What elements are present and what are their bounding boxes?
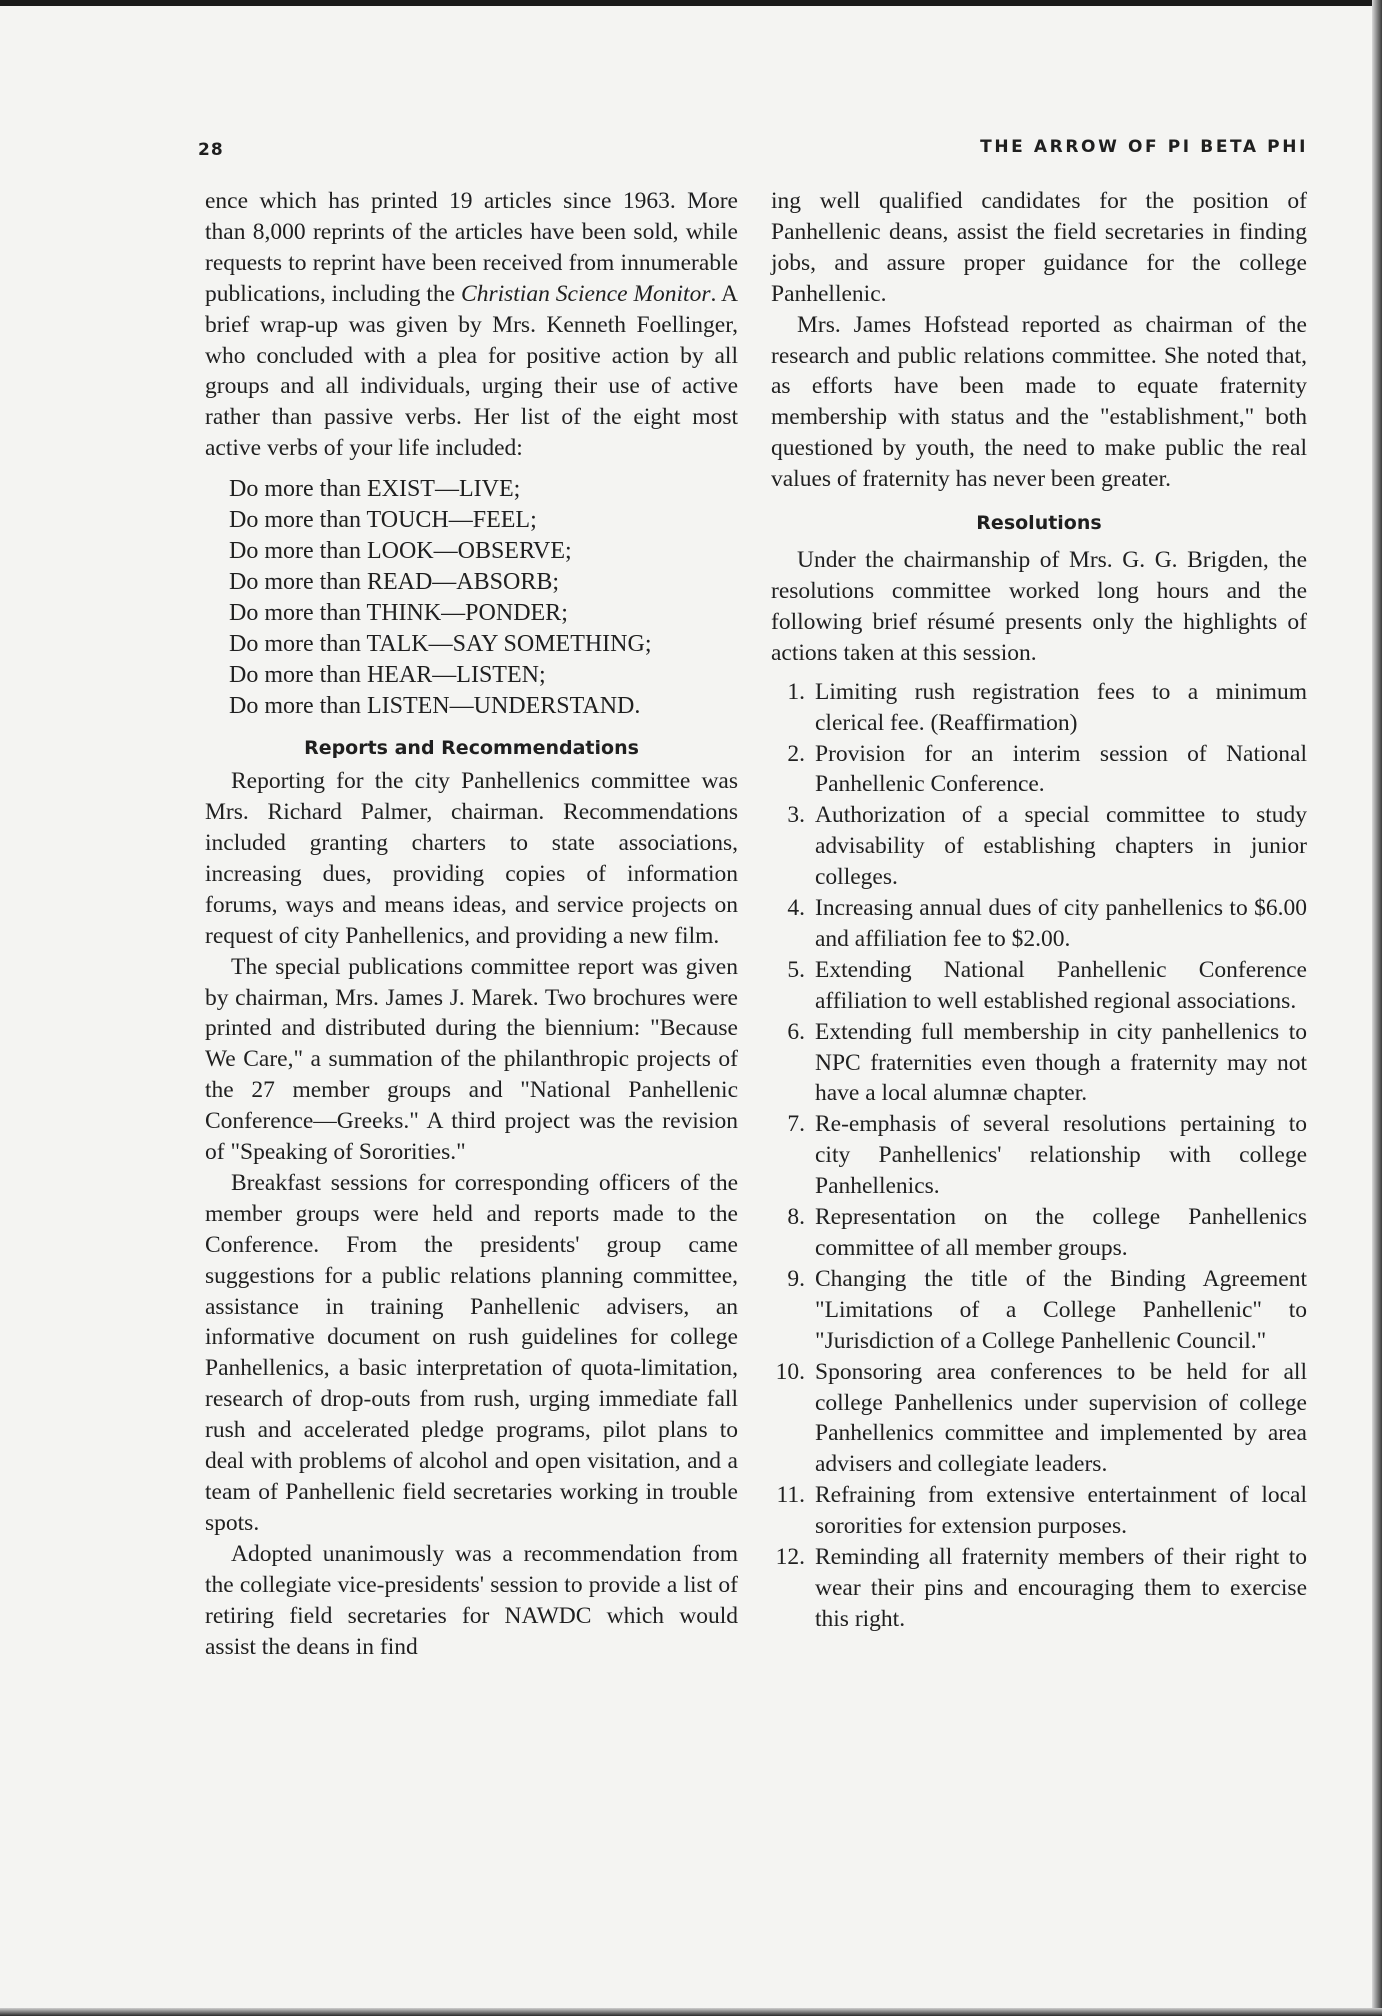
resolution-number: 7. (787, 1111, 805, 1138)
resolution-item (771, 739, 1307, 801)
resolution-item (771, 1264, 1307, 1357)
verb-list-item: Do more than READ—ABSORB; (229, 569, 559, 596)
resolution-text: Extending full membership in city panhellenics to NPC fraternities even though a fraternity may not have a local alumnæ chapter. (815, 1018, 1307, 1107)
resolution-text: Limiting rush registration fees to a minimum clerical fee. (Reaffirmation) (815, 678, 1307, 736)
resolution-number: 1. (787, 678, 805, 705)
verb-list-item: Do more than EXIST—LIVE; (229, 476, 521, 503)
verb-list-item: Do more than LOOK—OBSERVE; (229, 538, 572, 565)
scan-edge-bottom (0, 2008, 1382, 2016)
resolutions-list (771, 677, 1307, 1635)
resolution-item (771, 1017, 1307, 1110)
paragraph-adopted-recommendation: Adopted unanimously was a recommendation from the collegiate vice-presidents' session to provide a list of retiring field secretaries for NAWDC which would assist the deans in find (205, 1540, 738, 1660)
active-verbs-list (229, 474, 738, 722)
resolution-number: 8. (787, 1204, 805, 1231)
intro-text-part1: ence which has printed 19 articles since 1963. More than 8,000 reprints of the articles have been sold, while requests to reprint have been received from innumerable publications, including the (205, 188, 738, 307)
resolution-number: 9. (787, 1265, 805, 1292)
resolution-text: Refraining from extensive entertainment of local sororities for extension purposes. (815, 1482, 1307, 1540)
page-number: 28 (198, 140, 224, 160)
intro-text-part2: . A brief wrap-up was given by Mrs. Kenneth Foellinger, who concluded with a plea for positive action by all groups and all individuals, urging their use of active rather than passive verbs. Her list of the eight most active verbs of your life included: (205, 280, 738, 462)
resolution-item (771, 1480, 1307, 1542)
resolution-text: Sponsoring area conferences to be held for all college Panhellenics under supervision of college Panhellenics committee and implemented by area advisers and collegiate leaders. (815, 1358, 1307, 1478)
resolution-text: Authorization of a special committee to study advisability of establishing chapters in junior colleges. (815, 802, 1307, 891)
section-heading-reports: Reports and Recommendations (304, 737, 639, 760)
scan-edge-top (0, 0, 1382, 6)
paragraph-special-publications: The special publications committee report was given by chairman, Mrs. James J. Marek. Two brochures were printed and distributed during the biennium: "Because We Care," a summation of the philanthropic projects of the 27 member groups and "National Panhellenic Conference—Greeks." A third project was the revision of "Speaking of Sororities." (205, 953, 738, 1166)
resolution-number: 11. (776, 1482, 805, 1509)
verb-list-item: Do more than LISTEN—UNDERSTAND. (229, 693, 641, 720)
resolution-text: Reminding all fraternity members of their right to wear their pins and encouraging them to exercise this right. (815, 1544, 1307, 1632)
verb-list-item: Do more than TALK—SAY SOMETHING; (229, 631, 652, 658)
paragraph-city-panhellenics: Reporting for the city Panhellenics committee was Mrs. Richard Palmer, chairman. Recommendations included granting charters to state associations, increasing dues, providing copies of information forums, ways and means ideas, and service projects on request of city Panhellenics, and providing a new film. (205, 768, 738, 949)
resolution-item (771, 800, 1307, 893)
paragraph-breakfast-sessions: Breakfast sessions for corresponding officers of the member groups were held and reports made to the Conference. From the presidents' group came suggestions for a public relations planning committee, assistance in training Panhellenic advisers, an informative document on rush guidelines for college Panhellenics, a basic interpretation of quota-limitation, research of drop-outs from rush, urging immediate fall rush and accelerated pledge programs, pilot plans to deal with problems of alcohol and open visitation, and a team of Panhellenic field secretaries working in trouble spots. (205, 1169, 738, 1536)
resolution-number: 4. (787, 895, 805, 922)
resolution-item (771, 1109, 1307, 1202)
resolution-item (771, 955, 1307, 1017)
resolution-number: 5. (787, 956, 805, 983)
resolution-text: Changing the title of the Binding Agreement "Limitations of a College Panhellenic" to "Jurisdiction of a College Panhellenic Council." (815, 1265, 1307, 1354)
resolution-item (771, 1202, 1307, 1264)
verb-list-item: Do more than THINK—PONDER; (229, 600, 568, 627)
resolution-text: Re-emphasis of several resolutions pertaining to city Panhellenics' relationship with college Panhellenics. (815, 1111, 1307, 1200)
resolution-item (771, 893, 1307, 955)
section-heading-resolutions: Resolutions (976, 512, 1102, 535)
running-head: THE ARROW OF PI BETA PHI (980, 137, 1308, 157)
intro-paragraph (205, 186, 738, 464)
left-column (205, 186, 738, 1662)
resolution-item (771, 1542, 1307, 1635)
resolution-number: 3. (787, 802, 805, 829)
resolution-item (771, 1357, 1307, 1481)
right-column (771, 186, 1307, 1635)
resolution-number: 12. (775, 1544, 805, 1571)
resolution-text: Provision for an interim session of National Panhellenic Conference. (815, 740, 1307, 798)
paragraph-research-committee: Mrs. James Hofstead reported as chairman of the research and public relations committee. She noted that, as efforts have been made to equate fraternity membership with status and the "establishment," both questioned by youth, the need to make public the real values of fraternity has never been greater. (771, 311, 1307, 493)
verb-list-item: Do more than TOUCH—FEEL; (229, 507, 537, 534)
scan-edge-right (1372, 0, 1382, 2016)
verb-list-item: Do more than HEAR—LISTEN; (229, 662, 546, 689)
resolution-number: 2. (787, 740, 805, 767)
resolution-item (771, 677, 1307, 739)
resolution-text: Increasing annual dues of city panhellenics to $6.00 and affiliation fee to $2.00. (815, 895, 1307, 952)
resolution-number: 10. (775, 1358, 805, 1385)
paragraph-continuation: ing well qualified candidates for the position of Panhellenic deans, assist the field secretaries in finding jobs, and assure proper guidance for the college Panhellenic. (771, 188, 1307, 307)
resolution-text: Extending National Panhellenic Conference affiliation to well established regional associations. (815, 956, 1307, 1014)
resolution-text: Representation on the college Panhellenics committee of all member groups. (815, 1204, 1307, 1261)
publication-title: Christian Science Monitor (461, 280, 711, 307)
paragraph-resolutions-intro: Under the chairmanship of Mrs. G. G. Brigden, the resolutions committee worked long hours and the following brief résumé presents only the highlights of actions taken at this session. (771, 547, 1307, 666)
resolution-number: 6. (787, 1018, 805, 1045)
